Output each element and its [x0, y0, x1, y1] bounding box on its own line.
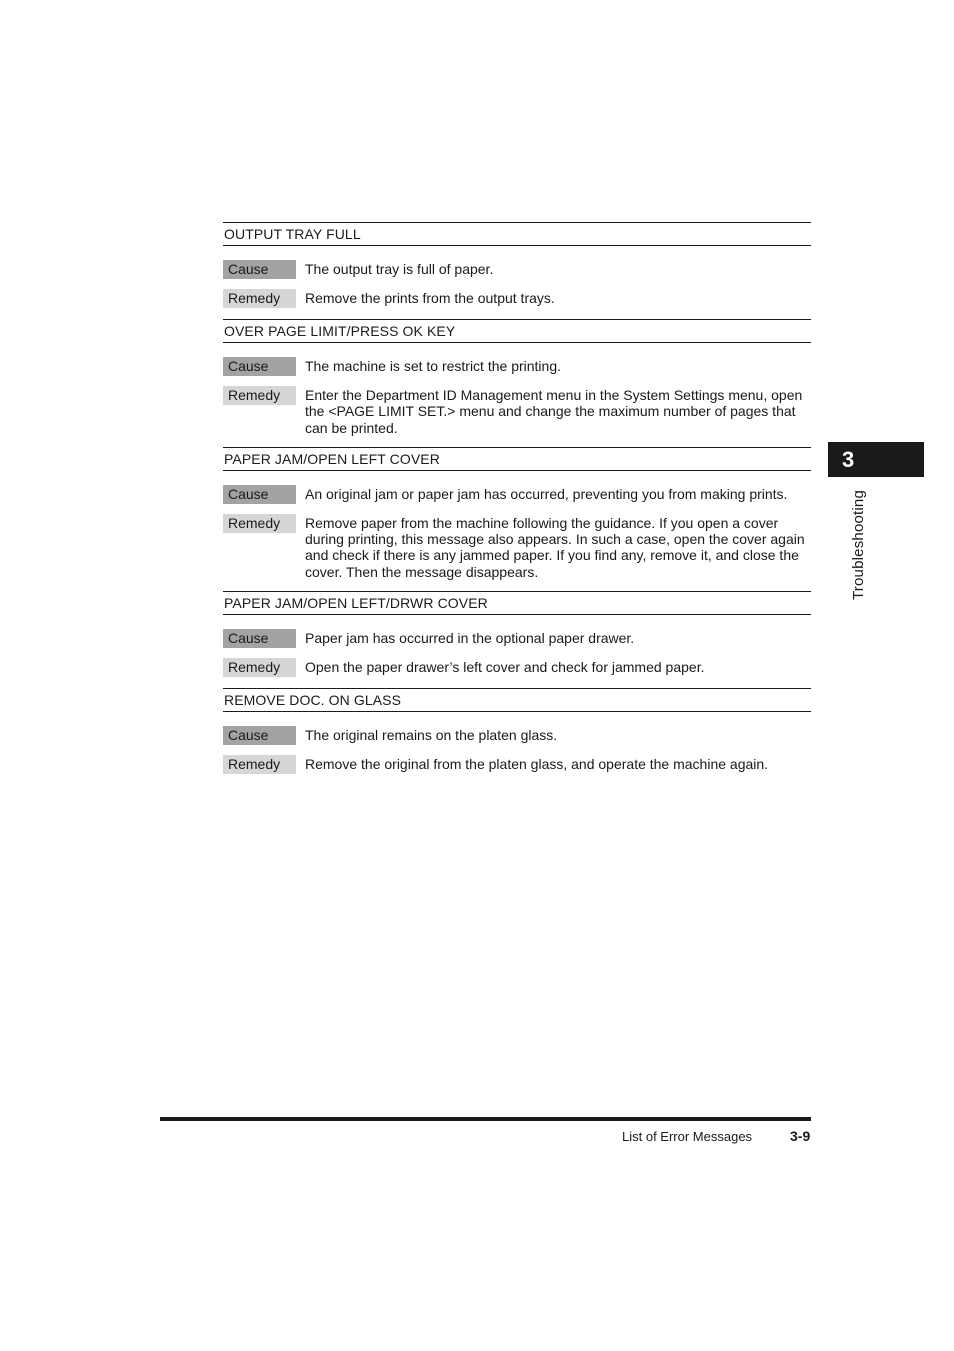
error-title: OVER PAGE LIMIT/PRESS OK KEY — [223, 319, 811, 343]
error-title: PAPER JAM/OPEN LEFT/DRWR COVER — [223, 591, 811, 615]
error-message-list — [223, 222, 811, 785]
remedy-row — [223, 386, 811, 436]
remedy-label: Remedy — [223, 755, 296, 774]
cause-label: Cause — [223, 260, 296, 279]
error-title: OUTPUT TRAY FULL — [223, 222, 811, 246]
cause-label: Cause — [223, 629, 296, 648]
remedy-text: Remove the original from the platen glass, and operate the machine again. — [305, 756, 769, 773]
cause-text: The machine is set to restrict the printing. — [305, 358, 561, 374]
remedy-row — [223, 755, 811, 774]
error-entry-paper-jam-drawer-cover — [223, 591, 811, 677]
cause-label: Cause — [223, 726, 296, 745]
cause-row — [223, 260, 811, 279]
page-number: 3-9 — [790, 1128, 811, 1144]
cause-text: The output tray is full of paper. — [305, 261, 494, 277]
error-entry-over-page-limit — [223, 319, 811, 436]
remedy-label: Remedy — [223, 658, 296, 677]
error-entry-output-tray-full — [223, 222, 811, 308]
remedy-row — [223, 289, 811, 308]
remedy-row — [223, 658, 811, 677]
cause-row — [223, 357, 811, 376]
chapter-name-label: Troubleshooting — [850, 489, 867, 600]
cause-row — [223, 485, 811, 504]
cause-row — [223, 629, 811, 648]
error-entry-paper-jam-left-cover — [223, 447, 811, 580]
footer-section-title: List of Error Messages — [622, 1129, 753, 1144]
remedy-text: Open the paper drawer’s left cover and check for jammed paper. — [305, 659, 705, 676]
remedy-label: Remedy — [223, 386, 296, 405]
remedy-label: Remedy — [223, 514, 296, 533]
cause-text: An original jam or paper jam has occurred, preventing you from making prints. — [305, 485, 788, 502]
error-title: PAPER JAM/OPEN LEFT COVER — [223, 447, 811, 471]
chapter-number-tab: 3 — [828, 442, 924, 477]
cause-label: Cause — [223, 485, 296, 504]
cause-label: Cause — [223, 357, 296, 376]
remedy-label: Remedy — [223, 289, 296, 308]
footer-divider — [160, 1117, 811, 1121]
cause-text: The original remains on the platen glass. — [305, 727, 558, 744]
remedy-text: Remove paper from the machine following the guidance. If you open a cover during printing, this message also appears. In such a case, open the cover again and check if there is any jammed paper. If you find any, remove it, and close the cover. Then the message disappears. — [305, 514, 805, 580]
error-title: REMOVE DOC. ON GLASS — [223, 688, 811, 712]
error-entry-remove-doc-on-glass — [223, 688, 811, 774]
remedy-text: Enter the Department ID Management menu in the System Settings menu, open the <PAGE LIMIT SET.> menu and change the maximum number of pages that can be printed. — [305, 387, 803, 436]
cause-text: Paper jam has occurred in the optional paper drawer. — [305, 630, 635, 647]
cause-row — [223, 726, 811, 745]
remedy-text: Remove the prints from the output trays. — [305, 290, 555, 306]
remedy-row — [223, 514, 811, 580]
